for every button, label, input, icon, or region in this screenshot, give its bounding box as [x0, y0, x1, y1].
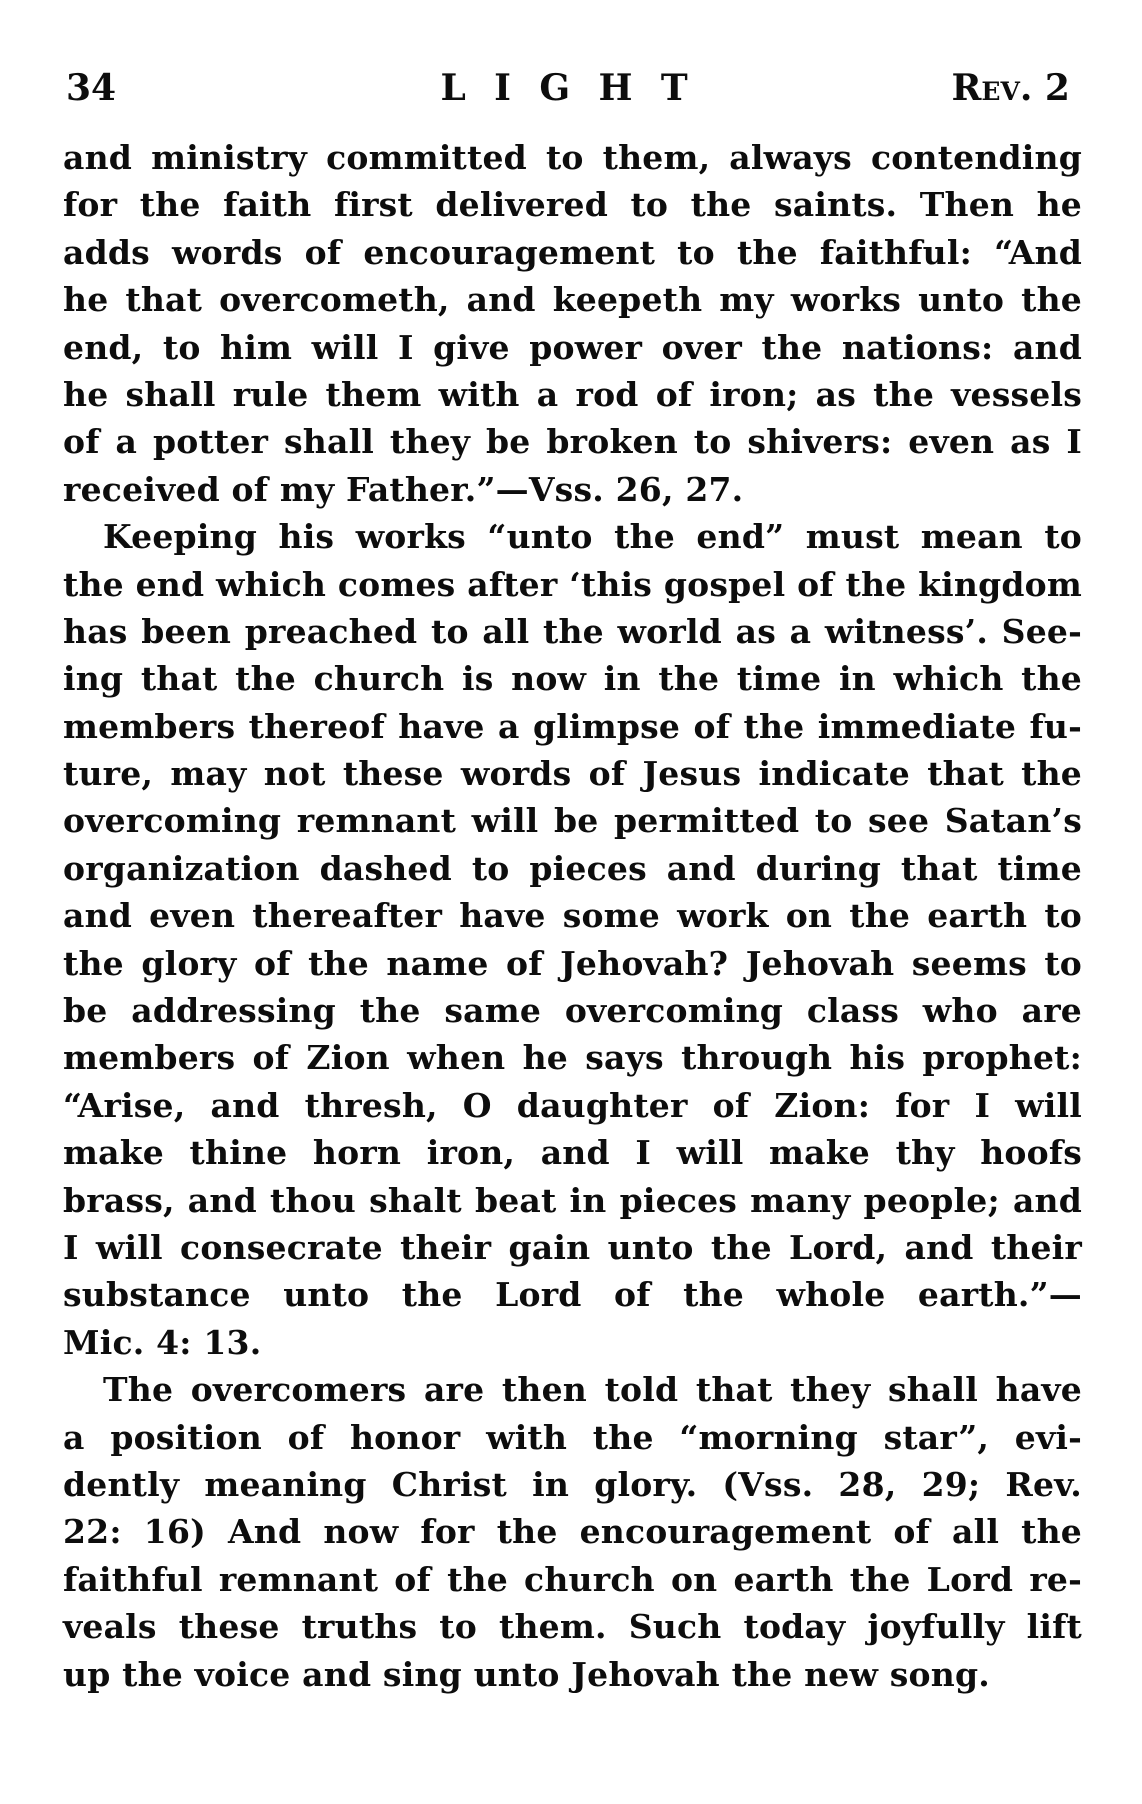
- paragraph: [63, 1366, 1082, 1698]
- text-line: veals these truths to them. Such today joyfully lift: [63, 1607, 1082, 1647]
- paragraph: [63, 513, 1082, 1366]
- text-line: I will consecrate their gain unto the Lord, and their: [63, 1227, 1082, 1267]
- page-header: [66, 64, 1070, 112]
- text-line: and even thereafter have some work on the earth to: [63, 896, 1082, 936]
- text-line: ing that the church is now in the time in which the: [63, 659, 1082, 699]
- text-line: Mic. 4: 13.: [63, 1322, 262, 1362]
- text-line: members thereof have a glimpse of the immediate fu-: [63, 706, 1082, 746]
- text-line: received of my Father.”—Vss. 26, 27.: [63, 469, 744, 509]
- text-line: organization dashed to pieces and during that time: [63, 848, 1082, 888]
- text-line: up the voice and sing unto Jehovah the new song.: [63, 1654, 990, 1694]
- page-body: [63, 134, 1082, 1698]
- text-line: he that overcometh, and keepeth my works unto the: [63, 280, 1082, 320]
- chapter-reference: Rev. 2: [951, 67, 1070, 109]
- text-line: of a potter shall they be broken to shivers: even as I: [63, 422, 1082, 462]
- text-line: and ministry committed to them, always contending: [63, 138, 1082, 177]
- text-line: 22: 16) And now for the encouragement of all the: [63, 1512, 1082, 1552]
- text-line: a position of honor with the “morning star”, evi-: [63, 1417, 1082, 1457]
- text-line: he shall rule them with a rod of iron; as the vessels: [63, 374, 1082, 414]
- text-line: make thine horn iron, and I will make thy hoofs: [63, 1133, 1082, 1173]
- text-line: adds words of encouragement to the faithful: “And: [63, 232, 1082, 272]
- text-line: dently meaning Christ in glory. (Vss. 28, 29; Rev.: [63, 1464, 1082, 1504]
- text-line: faithful remnant of the church on earth the Lord re-: [63, 1559, 1082, 1599]
- text-line: members of Zion when he says through his prophet:: [63, 1038, 1082, 1078]
- text-line: end, to him will I give power over the nations: and: [63, 327, 1082, 367]
- page-number: 34: [66, 67, 117, 109]
- text-line: overcoming remnant will be permitted to see Satan’s: [63, 801, 1082, 841]
- text-line: brass, and thou shalt beat in pieces many people; and: [63, 1180, 1082, 1220]
- text-line: “Arise, and thresh, O daughter of Zion: for I will: [63, 1085, 1082, 1125]
- text-line: the glory of the name of Jehovah? Jehovah seems to: [63, 943, 1082, 983]
- text-line: substance unto the Lord of the whole earth.”—: [63, 1275, 1082, 1315]
- text-line: ture, may not these words of Jesus indicate that the: [63, 754, 1082, 794]
- text-line: be addressing the same overcoming class who are: [63, 991, 1082, 1031]
- text-line: Keeping his works “unto the end” must mean to: [103, 517, 1082, 557]
- text-line: has been preached to all the world as a witness’. See-: [63, 611, 1082, 651]
- text-line: The overcomers are then told that they shall have: [103, 1370, 1082, 1410]
- paragraph: [63, 134, 1082, 513]
- running-title: L I G H T: [440, 67, 696, 109]
- text-line: the end which comes after ‘this gospel of the kingdom: [63, 564, 1082, 604]
- text-line: for the faith first delivered to the saints. Then he: [63, 185, 1082, 225]
